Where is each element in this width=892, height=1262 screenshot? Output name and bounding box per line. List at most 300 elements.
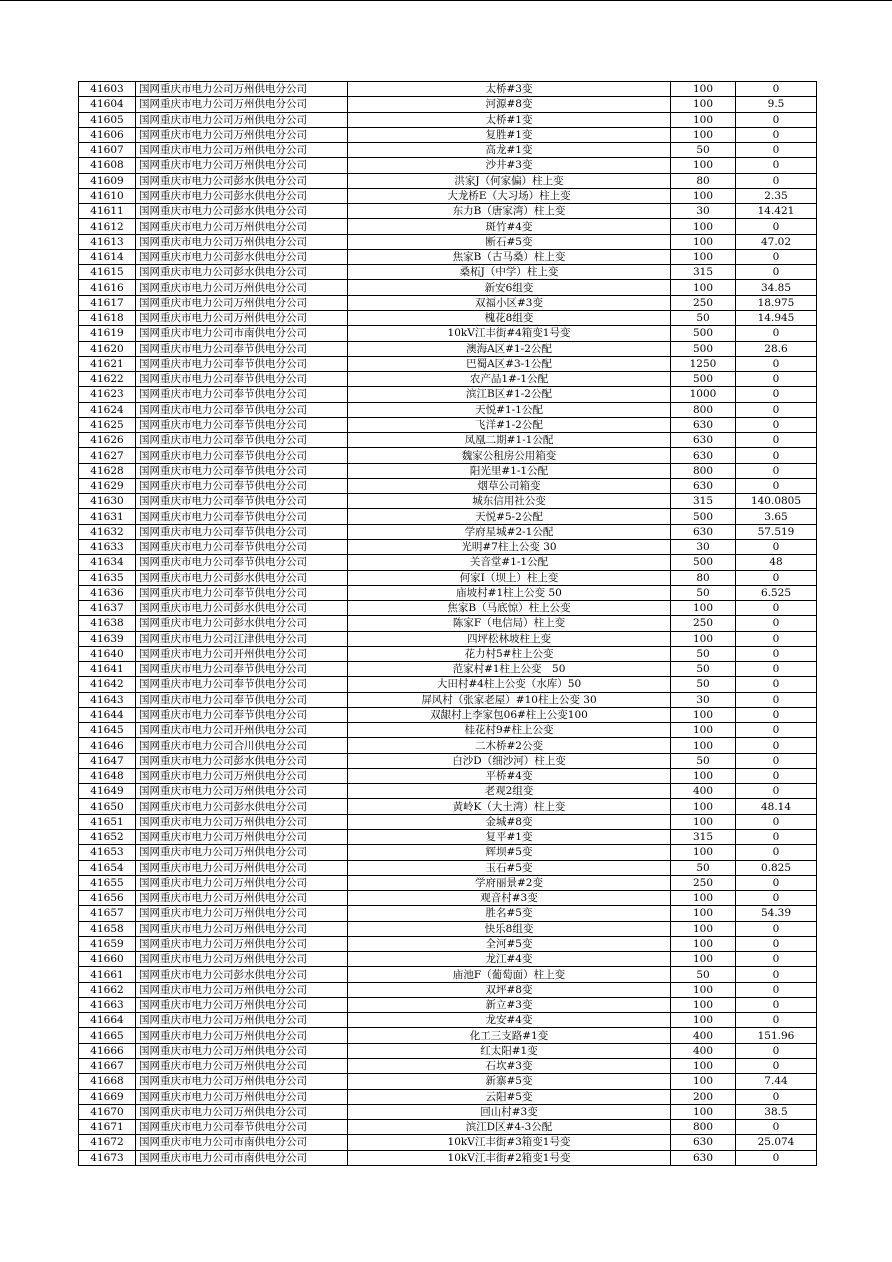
row-id-cell: 41648 <box>79 768 136 783</box>
row-id-cell: 41673 <box>79 1150 136 1165</box>
value-cell: 14.421 <box>736 204 817 219</box>
table-row <box>79 219 817 234</box>
row-id-cell: 41662 <box>79 982 136 997</box>
value-cell: 0 <box>736 417 817 432</box>
row-id-cell: 41640 <box>79 646 136 661</box>
value-cell: 0 <box>736 814 817 829</box>
capacity-cell: 800 <box>671 1120 736 1135</box>
capacity-cell: 50 <box>671 585 736 600</box>
table-row <box>79 433 817 448</box>
row-id-cell: 41636 <box>79 585 136 600</box>
company-cell: 国网重庆市电力公司奉节供电分公司 <box>136 387 348 402</box>
transformer-name-cell: 洪家J（何家偏）柱上变 <box>348 173 671 188</box>
company-cell: 国网重庆市电力公司奉节供电分公司 <box>136 356 348 371</box>
row-id-cell: 41650 <box>79 799 136 814</box>
company-cell: 国网重庆市电力公司万州供电分公司 <box>136 860 348 875</box>
row-id-cell: 41654 <box>79 860 136 875</box>
row-id-cell: 41624 <box>79 402 136 417</box>
table-row <box>79 952 817 967</box>
table-row <box>79 1135 817 1150</box>
row-id-cell: 41664 <box>79 1013 136 1028</box>
row-id-cell: 41613 <box>79 234 136 249</box>
table-row <box>79 1074 817 1089</box>
value-cell: 0 <box>736 539 817 554</box>
row-id-cell: 41630 <box>79 494 136 509</box>
row-id-cell: 41660 <box>79 952 136 967</box>
company-cell: 国网重庆市电力公司万州供电分公司 <box>136 158 348 173</box>
row-id-cell: 41612 <box>79 219 136 234</box>
capacity-cell: 630 <box>671 1150 736 1165</box>
company-cell: 国网重庆市电力公司万州供电分公司 <box>136 112 348 127</box>
capacity-cell: 100 <box>671 921 736 936</box>
capacity-cell: 50 <box>671 662 736 677</box>
row-id-cell: 41671 <box>79 1120 136 1135</box>
transformer-name-cell: 石坎#3变 <box>348 1059 671 1074</box>
transformer-name-cell: 飞洋#1-2公配 <box>348 417 671 432</box>
capacity-cell: 30 <box>671 539 736 554</box>
company-cell: 国网重庆市电力公司奉节供电分公司 <box>136 463 348 478</box>
row-id-cell: 41611 <box>79 204 136 219</box>
company-cell: 国网重庆市电力公司彭水供电分公司 <box>136 616 348 631</box>
value-cell: 0 <box>736 143 817 158</box>
transformer-name-cell: 桂花村9#柱上公变 <box>348 723 671 738</box>
transformer-name-cell: 烟草公司箱变 <box>348 478 671 493</box>
value-cell: 0 <box>736 1150 817 1165</box>
value-cell: 0 <box>736 662 817 677</box>
row-id-cell: 41633 <box>79 539 136 554</box>
value-cell: 0 <box>736 249 817 264</box>
row-id-cell: 41655 <box>79 875 136 890</box>
value-cell: 0 <box>736 677 817 692</box>
value-cell: 38.5 <box>736 1104 817 1119</box>
value-cell: 0 <box>736 936 817 951</box>
company-cell: 国网重庆市电力公司奉节供电分公司 <box>136 494 348 509</box>
company-cell: 国网重庆市电力公司万州供电分公司 <box>136 310 348 325</box>
table-row <box>79 524 817 539</box>
capacity-cell: 100 <box>671 82 736 97</box>
table-body <box>79 82 817 1166</box>
value-cell: 3.65 <box>736 509 817 524</box>
row-id-cell: 41615 <box>79 265 136 280</box>
table-row <box>79 143 817 158</box>
company-cell: 国网重庆市电力公司奉节供电分公司 <box>136 539 348 554</box>
table-row <box>79 402 817 417</box>
value-cell: 14.945 <box>736 310 817 325</box>
transformer-name-cell: 胜名#5变 <box>348 906 671 921</box>
table-row <box>79 753 817 768</box>
value-cell: 0 <box>736 478 817 493</box>
table-row <box>79 1013 817 1028</box>
transformer-name-cell: 黄岭K（大土湾）柱上变 <box>348 799 671 814</box>
table-row <box>79 265 817 280</box>
value-cell: 0 <box>736 631 817 646</box>
value-cell: 0 <box>736 830 817 845</box>
capacity-cell: 400 <box>671 1028 736 1043</box>
capacity-cell: 100 <box>671 936 736 951</box>
capacity-cell: 500 <box>671 555 736 570</box>
value-cell: 0 <box>736 921 817 936</box>
company-cell: 国网重庆市电力公司万州供电分公司 <box>136 768 348 783</box>
company-cell: 国网重庆市电力公司万州供电分公司 <box>136 1059 348 1074</box>
value-cell: 0 <box>736 173 817 188</box>
company-cell: 国网重庆市电力公司奉节供电分公司 <box>136 585 348 600</box>
capacity-cell: 630 <box>671 1135 736 1150</box>
value-cell: 0 <box>736 982 817 997</box>
company-cell: 国网重庆市电力公司江津供电分公司 <box>136 631 348 646</box>
company-cell: 国网重庆市电力公司奉节供电分公司 <box>136 707 348 722</box>
row-id-cell: 41663 <box>79 997 136 1012</box>
company-cell: 国网重庆市电力公司万州供电分公司 <box>136 875 348 890</box>
transformer-name-cell: 10kV江丰街#2箱变1号变 <box>348 1150 671 1165</box>
table-row <box>79 539 817 554</box>
row-id-cell: 41667 <box>79 1059 136 1074</box>
capacity-cell: 50 <box>671 967 736 982</box>
table-row <box>79 799 817 814</box>
company-cell: 国网重庆市电力公司市南供电分公司 <box>136 1150 348 1165</box>
company-cell: 国网重庆市电力公司彭水供电分公司 <box>136 204 348 219</box>
value-cell: 0 <box>736 616 817 631</box>
table-row <box>79 280 817 295</box>
capacity-cell: 800 <box>671 463 736 478</box>
table-row <box>79 616 817 631</box>
row-id-cell: 41616 <box>79 280 136 295</box>
company-cell: 国网重庆市电力公司市南供电分公司 <box>136 1135 348 1150</box>
table-row <box>79 738 817 753</box>
company-cell: 国网重庆市电力公司万州供电分公司 <box>136 906 348 921</box>
capacity-cell: 50 <box>671 860 736 875</box>
company-cell: 国网重庆市电力公司奉节供电分公司 <box>136 524 348 539</box>
company-cell: 国网重庆市电力公司开州供电分公司 <box>136 646 348 661</box>
value-cell: 0 <box>736 372 817 387</box>
capacity-cell: 100 <box>671 799 736 814</box>
row-id-cell: 41670 <box>79 1104 136 1119</box>
transformer-name-cell: 澳海A区#1-2公配 <box>348 341 671 356</box>
transformer-name-cell: 魏家公租房公用箱变 <box>348 448 671 463</box>
table-row <box>79 967 817 982</box>
row-id-cell: 41605 <box>79 112 136 127</box>
table-row <box>79 387 817 402</box>
row-id-cell: 41604 <box>79 97 136 112</box>
table-row <box>79 127 817 142</box>
transformer-name-cell: 城东信用社公变 <box>348 494 671 509</box>
value-cell: 0 <box>736 875 817 890</box>
table-row <box>79 494 817 509</box>
transformer-name-cell: 何家I（坝上）柱上变 <box>348 570 671 585</box>
value-cell: 0 <box>736 402 817 417</box>
row-id-cell: 41666 <box>79 1043 136 1058</box>
company-cell: 国网重庆市电力公司奉节供电分公司 <box>136 341 348 356</box>
company-cell: 国网重庆市电力公司彭水供电分公司 <box>136 249 348 264</box>
row-id-cell: 41627 <box>79 448 136 463</box>
capacity-cell: 100 <box>671 738 736 753</box>
value-cell: 0 <box>736 448 817 463</box>
table-row <box>79 1089 817 1104</box>
company-cell: 国网重庆市电力公司万州供电分公司 <box>136 143 348 158</box>
capacity-cell: 200 <box>671 1089 736 1104</box>
table-row <box>79 875 817 890</box>
company-cell: 国网重庆市电力公司彭水供电分公司 <box>136 799 348 814</box>
table-row <box>79 1043 817 1058</box>
transformer-name-cell: 龙江#4变 <box>348 952 671 967</box>
value-cell: 0 <box>736 845 817 860</box>
table-row <box>79 784 817 799</box>
capacity-cell: 800 <box>671 402 736 417</box>
value-cell: 0 <box>736 738 817 753</box>
row-id-cell: 41629 <box>79 478 136 493</box>
company-cell: 国网重庆市电力公司奉节供电分公司 <box>136 402 348 417</box>
table-row <box>79 188 817 203</box>
table-row <box>79 570 817 585</box>
value-cell: 0 <box>736 997 817 1012</box>
value-cell: 151.96 <box>736 1028 817 1043</box>
capacity-cell: 100 <box>671 97 736 112</box>
transformer-name-cell: 新安6组变 <box>348 280 671 295</box>
transformer-name-cell: 凤凰二期#1-1公配 <box>348 433 671 448</box>
row-id-cell: 41669 <box>79 1089 136 1104</box>
capacity-cell: 100 <box>671 997 736 1012</box>
value-cell: 47.02 <box>736 234 817 249</box>
capacity-cell: 100 <box>671 234 736 249</box>
company-cell: 国网重庆市电力公司彭水供电分公司 <box>136 753 348 768</box>
transformer-name-cell: 玉石#5变 <box>348 860 671 875</box>
company-cell: 国网重庆市电力公司万州供电分公司 <box>136 234 348 249</box>
transformer-name-cell: 金城#8变 <box>348 814 671 829</box>
company-cell: 国网重庆市电力公司彭水供电分公司 <box>136 967 348 982</box>
table-row <box>79 372 817 387</box>
page-top-border <box>0 0 892 1</box>
capacity-cell: 80 <box>671 570 736 585</box>
company-cell: 国网重庆市电力公司彭水供电分公司 <box>136 173 348 188</box>
table-row <box>79 906 817 921</box>
company-cell: 国网重庆市电力公司万州供电分公司 <box>136 830 348 845</box>
company-cell: 国网重庆市电力公司万州供电分公司 <box>136 1013 348 1028</box>
row-id-cell: 41631 <box>79 509 136 524</box>
table-row <box>79 448 817 463</box>
value-cell: 57.519 <box>736 524 817 539</box>
table-row <box>79 1104 817 1119</box>
row-id-cell: 41644 <box>79 707 136 722</box>
table-row <box>79 82 817 97</box>
company-cell: 国网重庆市电力公司万州供电分公司 <box>136 295 348 310</box>
value-cell: 0 <box>736 723 817 738</box>
row-id-cell: 41639 <box>79 631 136 646</box>
capacity-cell: 500 <box>671 372 736 387</box>
table-row <box>79 601 817 616</box>
company-cell: 国网重庆市电力公司彭水供电分公司 <box>136 570 348 585</box>
transformer-name-cell: 回山村#3变 <box>348 1104 671 1119</box>
transformer-name-cell: 10kV江丰街#3箱变1号变 <box>348 1135 671 1150</box>
transformer-name-cell: 滨江B区#1-2公配 <box>348 387 671 402</box>
company-cell: 国网重庆市电力公司万州供电分公司 <box>136 997 348 1012</box>
capacity-cell: 250 <box>671 295 736 310</box>
company-cell: 国网重庆市电力公司万州供电分公司 <box>136 891 348 906</box>
value-cell: 0.825 <box>736 860 817 875</box>
transformer-name-cell: 天悦#5-2公配 <box>348 509 671 524</box>
table-row <box>79 677 817 692</box>
company-cell: 国网重庆市电力公司万州供电分公司 <box>136 814 348 829</box>
capacity-cell: 100 <box>671 112 736 127</box>
value-cell: 0 <box>736 646 817 661</box>
transformer-name-cell: 阳光里#1-1公配 <box>348 463 671 478</box>
transformer-name-cell: 天悦#1-1公配 <box>348 402 671 417</box>
value-cell: 0 <box>736 692 817 707</box>
value-cell: 0 <box>736 570 817 585</box>
table-row <box>79 509 817 524</box>
row-id-cell: 41625 <box>79 417 136 432</box>
capacity-cell: 50 <box>671 646 736 661</box>
value-cell: 7.44 <box>736 1074 817 1089</box>
company-cell: 国网重庆市电力公司奉节供电分公司 <box>136 555 348 570</box>
row-id-cell: 41617 <box>79 295 136 310</box>
transformer-name-cell: 太桥#3变 <box>348 82 671 97</box>
capacity-cell: 100 <box>671 982 736 997</box>
transformer-name-cell: 巴蜀A区#3-1公配 <box>348 356 671 371</box>
value-cell: 0 <box>736 463 817 478</box>
transformer-name-cell: 光明#7柱上公变 30 <box>348 539 671 554</box>
row-id-cell: 41614 <box>79 249 136 264</box>
row-id-cell: 41618 <box>79 310 136 325</box>
row-id-cell: 41607 <box>79 143 136 158</box>
value-cell: 0 <box>736 1013 817 1028</box>
table-row <box>79 997 817 1012</box>
transformer-name-cell: 大田村#4柱上公变（水库）50 <box>348 677 671 692</box>
value-cell: 18.975 <box>736 295 817 310</box>
value-cell: 34.85 <box>736 280 817 295</box>
transformer-name-cell: 全河#5变 <box>348 936 671 951</box>
table-row <box>79 204 817 219</box>
capacity-cell: 1000 <box>671 387 736 402</box>
transformer-name-cell: 10kV江丰街#4箱变1号变 <box>348 326 671 341</box>
transformer-name-cell: 桑柘J（中学）柱上变 <box>348 265 671 280</box>
value-cell: 0 <box>736 219 817 234</box>
row-id-cell: 41649 <box>79 784 136 799</box>
capacity-cell: 100 <box>671 631 736 646</box>
table-row <box>79 555 817 570</box>
capacity-cell: 500 <box>671 341 736 356</box>
row-id-cell: 41621 <box>79 356 136 371</box>
capacity-cell: 100 <box>671 906 736 921</box>
transformer-name-cell: 学府丽景#2变 <box>348 875 671 890</box>
value-cell: 48.14 <box>736 799 817 814</box>
table-row <box>79 845 817 860</box>
capacity-cell: 315 <box>671 830 736 845</box>
transformer-name-cell: 二木桥#2公变 <box>348 738 671 753</box>
transformer-name-cell: 河源#8变 <box>348 97 671 112</box>
transformer-name-cell: 农产品1#-1公配 <box>348 372 671 387</box>
table-row <box>79 341 817 356</box>
table-row <box>79 326 817 341</box>
transformer-name-cell: 龙安#4变 <box>348 1013 671 1028</box>
transformer-name-cell: 焦家B（古马桑）柱上变 <box>348 249 671 264</box>
capacity-cell: 100 <box>671 1074 736 1089</box>
value-cell: 0 <box>736 891 817 906</box>
capacity-cell: 80 <box>671 173 736 188</box>
row-id-cell: 41608 <box>79 158 136 173</box>
value-cell: 0 <box>736 112 817 127</box>
capacity-cell: 250 <box>671 875 736 890</box>
row-id-cell: 41643 <box>79 692 136 707</box>
row-id-cell: 41622 <box>79 372 136 387</box>
capacity-cell: 500 <box>671 509 736 524</box>
transformer-name-cell: 斑竹#4变 <box>348 219 671 234</box>
capacity-cell: 100 <box>671 1104 736 1119</box>
row-id-cell: 41672 <box>79 1135 136 1150</box>
company-cell: 国网重庆市电力公司万州供电分公司 <box>136 921 348 936</box>
company-cell: 国网重庆市电力公司奉节供电分公司 <box>136 372 348 387</box>
transformer-name-cell: 沙井#3变 <box>348 158 671 173</box>
company-cell: 国网重庆市电力公司万州供电分公司 <box>136 280 348 295</box>
value-cell: 0 <box>736 707 817 722</box>
transformer-name-cell: 关音堂#1-1公配 <box>348 555 671 570</box>
value-cell: 0 <box>736 326 817 341</box>
transformer-name-cell: 滨江D区#4-3公配 <box>348 1120 671 1135</box>
table-row <box>79 356 817 371</box>
table-row <box>79 417 817 432</box>
table-row <box>79 982 817 997</box>
table-row <box>79 830 817 845</box>
capacity-cell: 100 <box>671 127 736 142</box>
table-row <box>79 891 817 906</box>
table-row <box>79 707 817 722</box>
value-cell: 2.35 <box>736 188 817 203</box>
capacity-cell: 50 <box>671 753 736 768</box>
capacity-cell: 630 <box>671 478 736 493</box>
row-id-cell: 41634 <box>79 555 136 570</box>
capacity-cell: 1250 <box>671 356 736 371</box>
value-cell: 9.5 <box>736 97 817 112</box>
transformer-name-cell: 花力村5#柱上公变 <box>348 646 671 661</box>
transformer-name-cell: 东力B（唐家湾）柱上变 <box>348 204 671 219</box>
company-cell: 国网重庆市电力公司奉节供电分公司 <box>136 662 348 677</box>
table-row <box>79 585 817 600</box>
row-id-cell: 41656 <box>79 891 136 906</box>
transformer-name-cell: 大龙桥E（大习场）柱上变 <box>348 188 671 203</box>
capacity-cell: 630 <box>671 524 736 539</box>
transformer-name-cell: 新寨#5变 <box>348 1074 671 1089</box>
capacity-cell: 100 <box>671 707 736 722</box>
capacity-cell: 630 <box>671 433 736 448</box>
transformer-name-cell: 双福小区#3变 <box>348 295 671 310</box>
table-row <box>79 249 817 264</box>
table-row <box>79 1150 817 1165</box>
row-id-cell: 41659 <box>79 936 136 951</box>
company-cell: 国网重庆市电力公司万州供电分公司 <box>136 219 348 234</box>
transformer-name-cell: 辉坝#5变 <box>348 845 671 860</box>
row-id-cell: 41626 <box>79 433 136 448</box>
table-row <box>79 662 817 677</box>
company-cell: 国网重庆市电力公司奉节供电分公司 <box>136 677 348 692</box>
row-id-cell: 41665 <box>79 1028 136 1043</box>
capacity-cell: 400 <box>671 1043 736 1058</box>
capacity-cell: 100 <box>671 723 736 738</box>
value-cell: 0 <box>736 82 817 97</box>
company-cell: 国网重庆市电力公司万州供电分公司 <box>136 982 348 997</box>
transformer-name-cell: 焦家B（马底惊）柱上公变 <box>348 601 671 616</box>
transformer-name-cell: 双龈村上李家包06#柱上公变100 <box>348 707 671 722</box>
company-cell: 国网重庆市电力公司奉节供电分公司 <box>136 509 348 524</box>
value-cell: 6.525 <box>736 585 817 600</box>
company-cell: 国网重庆市电力公司万州供电分公司 <box>136 936 348 951</box>
row-id-cell: 41668 <box>79 1074 136 1089</box>
capacity-cell: 100 <box>671 952 736 967</box>
table-row <box>79 1120 817 1135</box>
value-cell: 48 <box>736 555 817 570</box>
transformer-name-cell: 断石#5变 <box>348 234 671 249</box>
capacity-cell: 100 <box>671 1013 736 1028</box>
capacity-cell: 100 <box>671 814 736 829</box>
value-cell: 0 <box>736 356 817 371</box>
row-id-cell: 41646 <box>79 738 136 753</box>
